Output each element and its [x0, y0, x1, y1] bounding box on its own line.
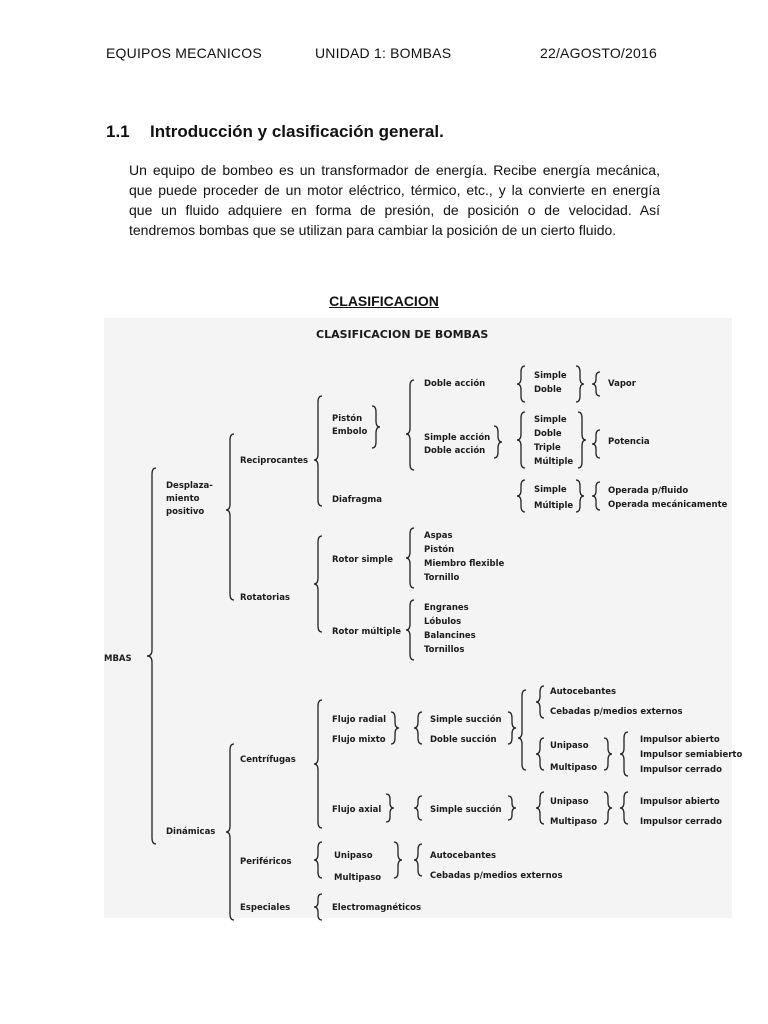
- bracket-rotor-multiple: [406, 600, 414, 660]
- label-desplazamiento-2: miento: [166, 494, 200, 504]
- bracket-paso-l: [536, 738, 544, 770]
- label-aspas: Aspas: [424, 531, 453, 541]
- bracket-perifericos-l: [314, 842, 322, 878]
- classification-subtitle: CLASIFICACION: [329, 293, 439, 309]
- label-unipaso: Unipaso: [550, 741, 589, 751]
- intro-text: Un equipo de bombeo es un transformador de energía. Recibe energía mecánica, que puede proceder de un motor eléctrico, térmico, etc., y la convierte en energía que un fluido adquiere en forma de presión, de posición o de velocidad. Así tendremos bombas que se utilizan para cambiar la posición de un cierto fluido.: [129, 162, 660, 238]
- label-lobulos: Lóbulos: [424, 617, 462, 627]
- label-potencia: Potencia: [608, 437, 650, 447]
- bracket-axial-succion-l: [414, 796, 422, 820]
- section-title: Introducción y clasificación general.: [150, 122, 444, 141]
- bracket-paso-r: [604, 738, 612, 770]
- label-rotor-multiple: Rotor múltiple: [332, 627, 402, 637]
- label-operada-mec: Operada mecánicamente: [608, 500, 728, 510]
- bracket-multiplicidad-r: [578, 412, 586, 468]
- bracket-simple-doble-l: [517, 366, 525, 402]
- header-course: EQUIPOS MECANICOS: [106, 45, 262, 61]
- bracket-operada: [592, 482, 600, 510]
- label-piston-2: Pistón: [424, 545, 455, 555]
- label-dinamicas: Dinámicas: [166, 827, 216, 837]
- label-electromagneticos: Electromagnéticos: [332, 903, 422, 913]
- label-multiple: Múltiple: [534, 457, 574, 467]
- label-cebadas-2: Cebadas p/medios externos: [430, 871, 563, 881]
- label-doble-accion: Doble acción: [424, 379, 486, 389]
- pump-classification-diagram: [104, 318, 743, 918]
- bracket-flujo-radial: [391, 712, 399, 744]
- bracket-desplazamiento: [226, 434, 234, 600]
- label-miembro-flexible: Miembro flexible: [424, 559, 505, 569]
- bracket-rotor-simple: [406, 528, 414, 588]
- bracket-axial-paso-l: [536, 792, 544, 824]
- label-triple: Triple: [534, 443, 561, 453]
- label-tornillo: Tornillo: [424, 573, 460, 583]
- label-desplazamiento: Desplaza-: [166, 481, 213, 491]
- label-embolo: Embolo: [332, 427, 368, 437]
- bracket-root: [147, 468, 156, 844]
- bracket-diafragma-l: [517, 480, 525, 512]
- section-number: 1.1: [106, 122, 130, 141]
- bracket-multiplicidad-l: [517, 412, 525, 468]
- bracket-impulsor: [620, 732, 628, 776]
- diagram-title: CLASIFICACION DE BOMBAS: [316, 328, 489, 341]
- bracket-potencia: [592, 430, 600, 458]
- label-rotor-simple: Rotor simple: [332, 555, 394, 565]
- label-reciprocantes: Reciprocantes: [240, 456, 309, 466]
- label-impulsor-cerrado: Impulsor cerrado: [640, 765, 722, 775]
- bracket-accion: [494, 426, 502, 458]
- bracket-cebado: [518, 690, 526, 770]
- label-multipaso-3: Multipaso: [334, 873, 382, 883]
- label-flujo-mixto: Flujo mixto: [332, 735, 386, 745]
- label-simple-succion: Simple succión: [430, 715, 502, 725]
- label-unipaso-2: Unipaso: [550, 797, 589, 807]
- header-unit: UNIDAD 1: BOMBAS: [315, 45, 452, 61]
- label-impulsor-abierto-2: Impulsor abierto: [640, 797, 720, 807]
- bracket-succion-l: [414, 712, 422, 744]
- bracket-reciprocantes: [314, 396, 322, 506]
- bracket-axial-impulsor: [620, 792, 628, 824]
- label-perifericos: Periféricos: [240, 857, 292, 867]
- label-simple-succion-2: Simple succión: [430, 805, 502, 815]
- bracket-piston: [372, 406, 380, 448]
- diagram-svg: [104, 318, 743, 918]
- bracket-centrifugas: [314, 700, 322, 828]
- intro-paragraph: [129, 160, 660, 240]
- bracket-axial-paso-r: [604, 792, 612, 824]
- label-impulsor-cerrado-2: Impulsor cerrado: [640, 817, 722, 827]
- section-heading: [106, 122, 444, 142]
- label-multipaso-2: Multipaso: [550, 817, 598, 827]
- label-diafragma: Diafragma: [332, 495, 383, 505]
- label-especiales: Especiales: [240, 903, 291, 913]
- label-root: MBAS: [104, 654, 132, 664]
- bracket-simple-doble-r: [576, 366, 584, 402]
- bracket-succion-r: [508, 712, 516, 744]
- label-simple-accion: Simple acción: [424, 433, 491, 443]
- label-cebadas: Cebadas p/medios externos: [550, 707, 683, 717]
- bracket-axial: [386, 794, 394, 822]
- bracket-especiales: [314, 894, 322, 920]
- label-simple-3: Simple: [534, 485, 567, 495]
- label-impulsor-semiabierto: Impulsor semiabierto: [640, 750, 743, 760]
- label-vapor: Vapor: [608, 379, 636, 389]
- label-tornillos: Tornillos: [424, 645, 465, 655]
- label-centrifugas: Centrífugas: [240, 755, 296, 765]
- bracket-cebado-top: [536, 686, 544, 718]
- label-rotatorias: Rotatorias: [240, 593, 290, 603]
- label-desplazamiento-3: positivo: [166, 507, 205, 517]
- label-unipaso-3: Unipaso: [334, 851, 373, 861]
- bracket-dinamicas: [226, 744, 234, 920]
- label-balancines: Balancines: [424, 631, 476, 641]
- label-operada-fluido: Operada p/fluido: [608, 486, 689, 496]
- label-autocebantes-2: Autocebantes: [430, 851, 497, 861]
- label-piston: Pistón: [332, 414, 363, 424]
- label-multipaso: Multipaso: [550, 763, 598, 773]
- bracket-diafragma-r: [576, 480, 584, 512]
- bracket-axial-succion-r: [508, 796, 516, 820]
- label-doble-succion: Doble succión: [430, 735, 497, 745]
- label-doble: Doble: [534, 385, 562, 395]
- label-flujo-radial: Flujo radial: [332, 715, 387, 725]
- label-impulsor-abierto: Impulsor abierto: [640, 735, 720, 745]
- bracket-perif-cebado: [414, 844, 422, 876]
- label-multiple-2: Múltiple: [534, 501, 574, 511]
- bracket-perifericos-r: [394, 842, 402, 878]
- label-doble-2: Doble: [534, 429, 562, 439]
- label-engranes: Engranes: [424, 603, 469, 613]
- label-simple-2: Simple: [534, 415, 567, 425]
- label-doble-accion-2: Doble acción: [424, 446, 486, 456]
- bracket-piston-options: [406, 380, 414, 470]
- bracket-vapor: [592, 372, 600, 396]
- bracket-rotatorias: [314, 536, 322, 632]
- label-flujo-axial: Flujo axial: [332, 805, 382, 815]
- header-date: 22/AGOSTO/2016: [540, 45, 657, 61]
- label-simple: Simple: [534, 371, 567, 381]
- label-autocebantes: Autocebantes: [550, 687, 617, 697]
